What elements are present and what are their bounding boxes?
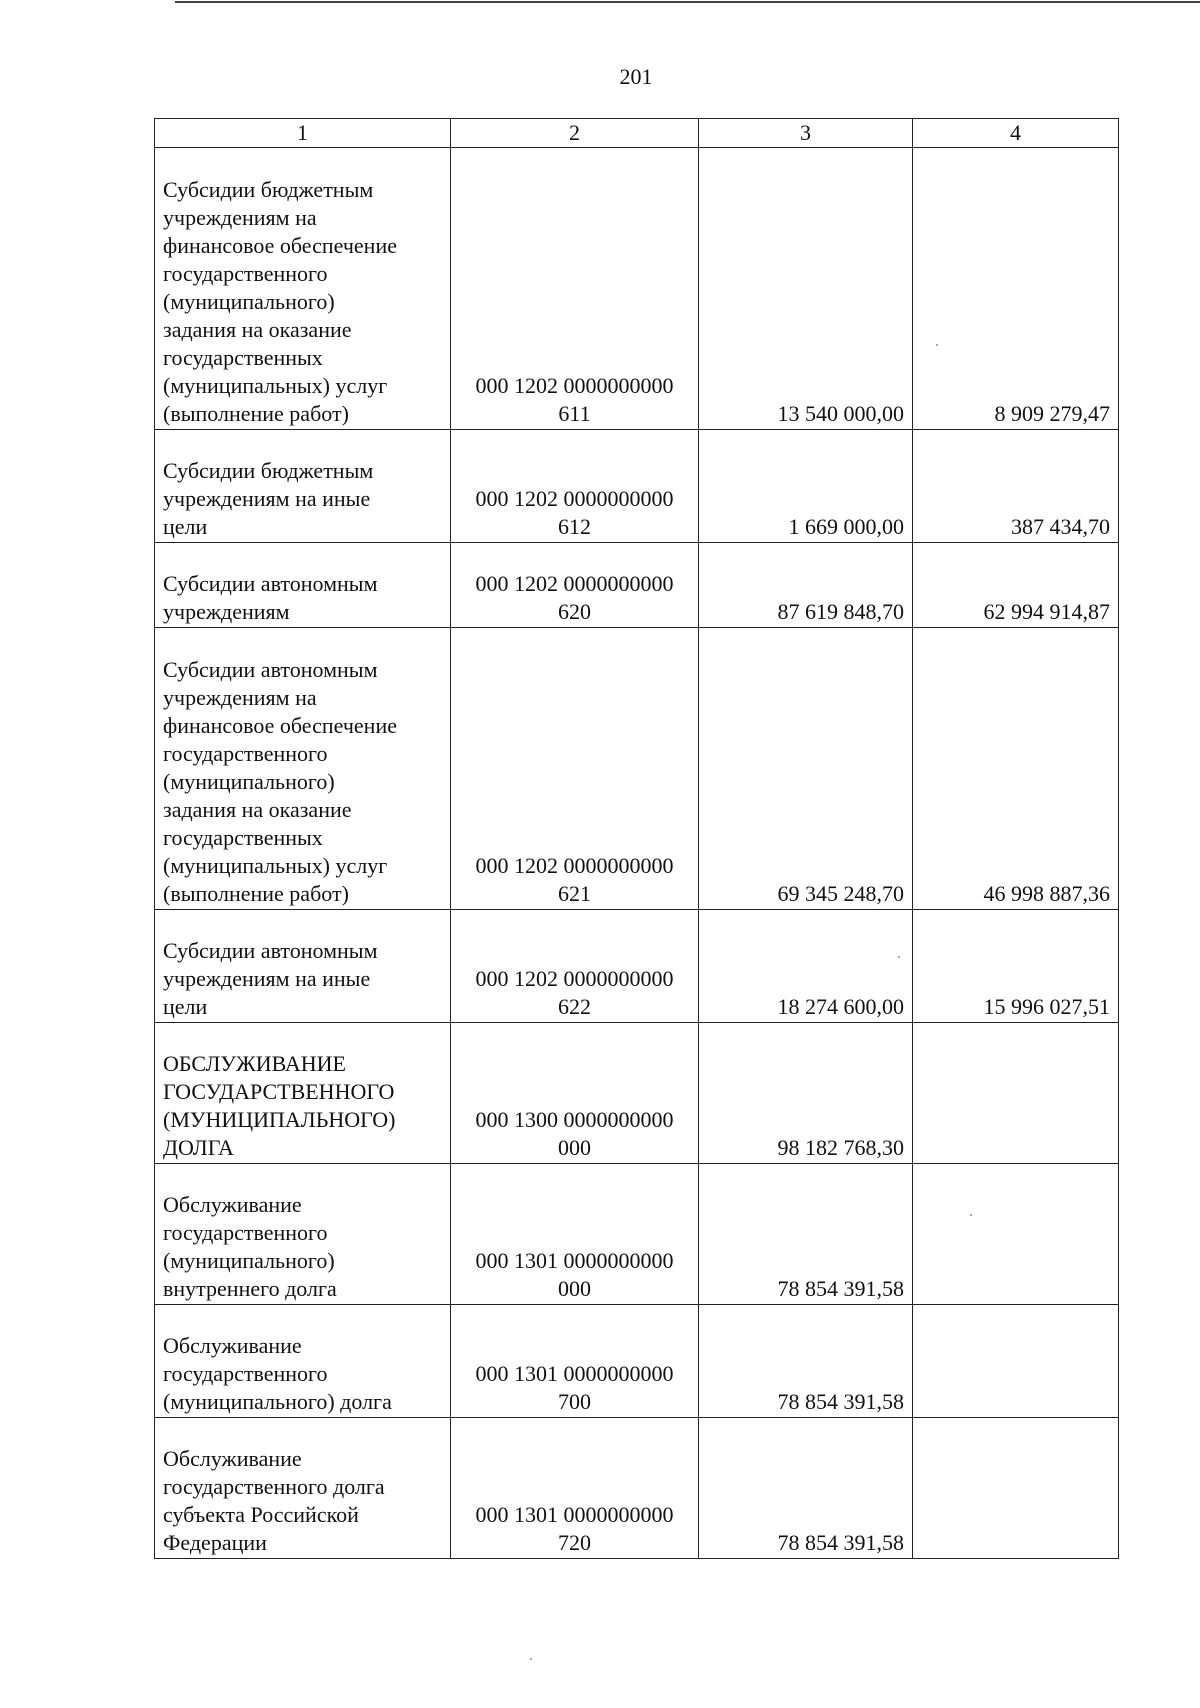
table-header-row <box>155 119 1119 148</box>
row-code-line-1: 000 1202 0000000000 <box>475 486 674 511</box>
row-code-line-2: 000 <box>558 1135 591 1160</box>
row-code <box>451 1305 699 1418</box>
row-value-col3: 18 274 600,00 <box>699 910 913 1023</box>
page-number: 201 <box>619 64 653 89</box>
row-code-line-1: 000 1301 0000000000 <box>475 1248 674 1273</box>
row-value-col3: 87 619 848,70 <box>699 543 913 628</box>
row-value-col4 <box>913 1418 1119 1559</box>
column-header-3: 3 <box>699 119 913 148</box>
row-value-col4 <box>913 1305 1119 1418</box>
row-code-line-2: 622 <box>558 994 591 1019</box>
row-value-col4: 8 909 279,47 <box>913 148 1119 430</box>
table-row <box>155 543 1119 628</box>
row-code-line-2: 611 <box>558 401 591 426</box>
row-name: Обслуживание государственного долга субъекта Российской Федерации <box>155 1418 451 1559</box>
table-row <box>155 910 1119 1023</box>
table-row <box>155 628 1119 910</box>
scan-speck <box>936 344 938 346</box>
row-code-line-1: 000 1202 0000000000 <box>475 373 674 398</box>
row-code-line-2: 621 <box>558 881 591 906</box>
row-code-line-2: 620 <box>558 599 591 624</box>
row-code-line-2: 612 <box>558 514 591 539</box>
scan-speck <box>898 956 900 958</box>
row-value-col4: 46 998 887,36 <box>913 628 1119 910</box>
row-code-line-2: 700 <box>558 1389 591 1414</box>
row-value-col3: 98 182 768,30 <box>699 1023 913 1164</box>
row-name: Субсидии автономным учреждениям <box>155 543 451 628</box>
table-row <box>155 1418 1119 1559</box>
row-name: Субсидии автономным учреждениям на финансовое обеспечение государственного (муниципального) задания на оказание государственных (муниципальных) услуг (выполнение работ) <box>155 628 451 910</box>
row-name: Субсидии автономным учреждениям на иные цели <box>155 910 451 1023</box>
row-value-col4 <box>913 1023 1119 1164</box>
table-row <box>155 1023 1119 1164</box>
table-row <box>155 1305 1119 1418</box>
row-name: Обслуживание государственного (муниципального) долга <box>155 1305 451 1418</box>
row-code-line-1: 000 1301 0000000000 <box>475 1361 674 1386</box>
row-value-col3: 78 854 391,58 <box>699 1164 913 1305</box>
budget-table <box>154 118 1119 1559</box>
table-row <box>155 1164 1119 1305</box>
row-code <box>451 543 699 628</box>
row-name: Субсидии бюджетным учреждениям на финансовое обеспечение государственного (муниципального) задания на оказание государственных (муниципальных) услуг (выполнение работ) <box>155 148 451 430</box>
row-value-col4: 62 994 914,87 <box>913 543 1119 628</box>
row-name: Обслуживание государственного (муниципального) внутреннего долга <box>155 1164 451 1305</box>
table-row <box>155 430 1119 543</box>
row-code <box>451 628 699 910</box>
row-value-col3: 1 669 000,00 <box>699 430 913 543</box>
row-value-col4 <box>913 1164 1119 1305</box>
row-code-line-1: 000 1301 0000000000 <box>475 1502 674 1527</box>
column-header-1: 1 <box>155 119 451 148</box>
top-rule <box>175 1 1200 3</box>
scan-speck <box>970 1214 972 1216</box>
row-value-col3: 69 345 248,70 <box>699 628 913 910</box>
column-header-2: 2 <box>451 119 699 148</box>
row-value-col4: 15 996 027,51 <box>913 910 1119 1023</box>
row-value-col3: 78 854 391,58 <box>699 1305 913 1418</box>
row-value-col3: 78 854 391,58 <box>699 1418 913 1559</box>
row-code-line-2: 720 <box>558 1530 591 1555</box>
row-name: Субсидии бюджетным учреждениям на иные цели <box>155 430 451 543</box>
table-row <box>155 148 1119 430</box>
scan-speck <box>530 1658 532 1660</box>
row-code <box>451 1023 699 1164</box>
row-code <box>451 1164 699 1305</box>
row-code <box>451 148 699 430</box>
row-code <box>451 910 699 1023</box>
row-value-col3: 13 540 000,00 <box>699 148 913 430</box>
row-code-line-1: 000 1202 0000000000 <box>475 853 674 878</box>
row-value-col4: 387 434,70 <box>913 430 1119 543</box>
row-name: ОБСЛУЖИВАНИЕ ГОСУДАРСТВЕННОГО (МУНИЦИПАЛЬНОГО) ДОЛГА <box>155 1023 451 1164</box>
row-code <box>451 1418 699 1559</box>
row-code-line-1: 000 1202 0000000000 <box>475 966 674 991</box>
row-code <box>451 430 699 543</box>
column-header-4: 4 <box>913 119 1119 148</box>
row-code-line-1: 000 1300 0000000000 <box>475 1107 674 1132</box>
row-code-line-2: 000 <box>558 1276 591 1301</box>
row-code-line-1: 000 1202 0000000000 <box>475 571 674 596</box>
